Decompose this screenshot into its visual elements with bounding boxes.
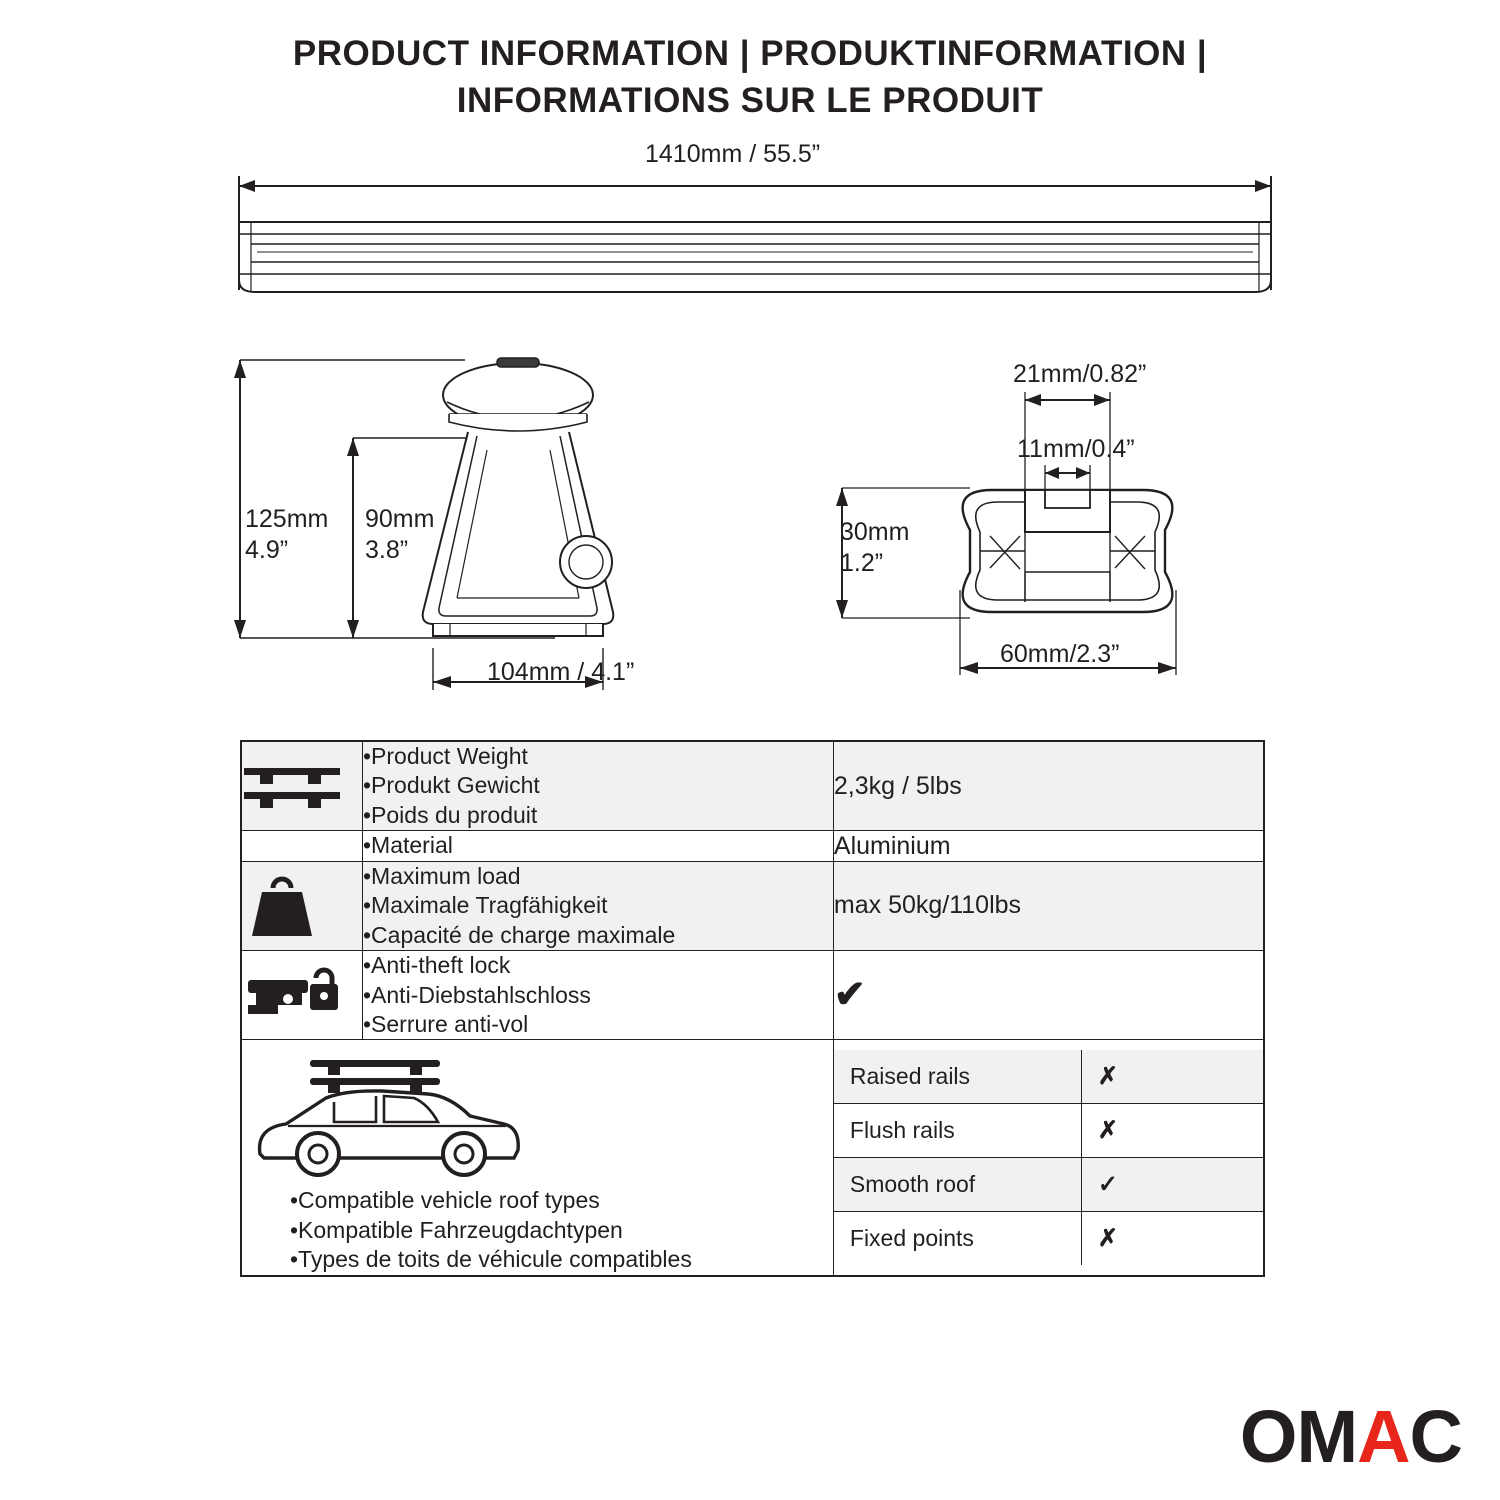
material-label: •Material <box>363 832 453 859</box>
table-row-compatibility <box>241 1040 1264 1276</box>
compatibility-labels-cell <box>241 1040 833 1276</box>
roof-type-support-fixed-points <box>1081 1212 1263 1266</box>
product-weight-labels <box>363 741 834 831</box>
weight-icon <box>242 870 322 942</box>
roof-type-name-flush-rails: Flush rails <box>834 1104 1082 1158</box>
compatibility-options-cell <box>833 1040 1264 1276</box>
compatibility-label-fr: •Types de toits de véhicule compatibles <box>290 1246 692 1273</box>
maximum-load-label-en: •Maximum load <box>363 862 521 889</box>
total-height-label-line2: 4.9” <box>245 536 289 564</box>
maximum-load-value: max 50kg/110lbs <box>833 861 1264 950</box>
table-row-material <box>241 831 1264 861</box>
roof-type-name-fixed-points: Fixed points <box>834 1212 1082 1266</box>
foot-front-view <box>225 340 725 730</box>
dimension-drawings-section <box>0 340 1500 730</box>
logo-letter-c: C <box>1409 1395 1462 1478</box>
car-with-rack-icon <box>242 1050 532 1180</box>
anti-theft-lock-label-de: •Anti-Diebstahlschloss <box>363 981 591 1008</box>
omac-logo <box>1239 1395 1462 1478</box>
checkmark-icon: ✔ <box>833 974 866 1017</box>
roof-type-name-raised-rails: Raised rails <box>834 1050 1082 1104</box>
cross-icon: ✗ <box>1097 1117 1118 1145</box>
bar-cross-section-view <box>820 340 1300 730</box>
roof-type-name-smooth-roof: Smooth roof <box>834 1158 1082 1212</box>
roof-type-row-fixed-points <box>834 1212 1263 1266</box>
foot-front-view-svg <box>225 340 725 730</box>
logo-letter-m: M <box>1296 1395 1358 1478</box>
compatibility-label-en: •Compatible vehicle roof types <box>290 1187 600 1214</box>
crossbar-length-drawing <box>225 140 1285 320</box>
product-weight-label-en: •Product Weight <box>363 743 528 769</box>
slot-outer-label: 21mm/0.82” <box>1013 360 1147 388</box>
roof-type-row-smooth-roof <box>834 1158 1263 1212</box>
roof-type-support-flush-rails <box>1081 1104 1263 1158</box>
bar-height-label-line1: 30mm <box>840 518 910 546</box>
foot-width-label: 104mm / 4.1” <box>487 658 635 686</box>
inner-height-label-line2: 3.8” <box>365 536 409 564</box>
page-title-line1: PRODUCT INFORMATION | PRODUKTINFORMATION | <box>292 34 1208 73</box>
roof-type-row-raised-rails <box>834 1050 1263 1104</box>
material-icon-cell <box>241 831 363 861</box>
table-row-maximum-load <box>241 861 1264 950</box>
slot-inner-label: 11mm/0.4” <box>1017 435 1135 463</box>
roof-type-support-smooth-roof <box>1081 1158 1263 1212</box>
bar-width-label: 60mm/2.3” <box>1000 640 1120 668</box>
logo-letter-o: O <box>1239 1395 1297 1478</box>
anti-theft-lock-labels <box>363 951 834 1040</box>
weight-icon-cell <box>241 861 363 950</box>
cross-icon: ✗ <box>1097 1063 1118 1091</box>
crossbars-icon <box>242 758 342 814</box>
compatibility-label-de: •Kompatible Fahrzeugdachtypen <box>290 1216 623 1243</box>
lock-icon <box>242 960 346 1030</box>
car-with-rack-icon-cell <box>242 1040 833 1180</box>
roof-type-table <box>834 1050 1263 1265</box>
anti-theft-lock-label-fr: •Serrure anti-vol <box>363 1010 529 1037</box>
roof-type-support-raised-rails <box>1081 1050 1263 1104</box>
table-row-anti-theft-lock <box>241 951 1264 1040</box>
product-weight-value: 2,3kg / 5lbs <box>833 741 1264 831</box>
page-title <box>0 30 1500 125</box>
cross-icon: ✗ <box>1097 1225 1118 1253</box>
roof-type-row-flush-rails <box>834 1104 1263 1158</box>
bar-height-label-line2: 1.2” <box>840 549 884 577</box>
crossbars-icon-cell <box>241 741 363 831</box>
checkmark-icon: ✓ <box>1097 1171 1118 1199</box>
total-height-label-line1: 125mm <box>245 505 329 533</box>
lock-icon-cell <box>241 951 363 1040</box>
specifications-table <box>240 740 1265 1277</box>
anti-theft-lock-value <box>833 951 1264 1040</box>
table-row-product-weight <box>241 741 1264 831</box>
anti-theft-lock-label-en: •Anti-theft lock <box>363 952 511 979</box>
maximum-load-label-fr: •Capacité de charge maximale <box>363 921 676 948</box>
inner-height-label-line1: 90mm <box>365 505 435 533</box>
maximum-load-label-de: •Maximale Tragfähigkeit <box>363 892 608 919</box>
maximum-load-labels <box>363 861 834 950</box>
material-labels <box>363 831 834 861</box>
compatibility-label-block <box>242 1186 833 1274</box>
product-weight-label-fr: •Poids du produit <box>363 801 538 828</box>
length-dimension-label: 1410mm / 55.5” <box>645 140 821 168</box>
product-weight-label-de: •Produkt Gewicht <box>363 772 540 799</box>
logo-letter-a: A <box>1357 1395 1410 1478</box>
page-title-line2: INFORMATIONS SUR LE PRODUIT <box>456 81 1044 121</box>
material-value: Aluminium <box>833 831 1264 861</box>
